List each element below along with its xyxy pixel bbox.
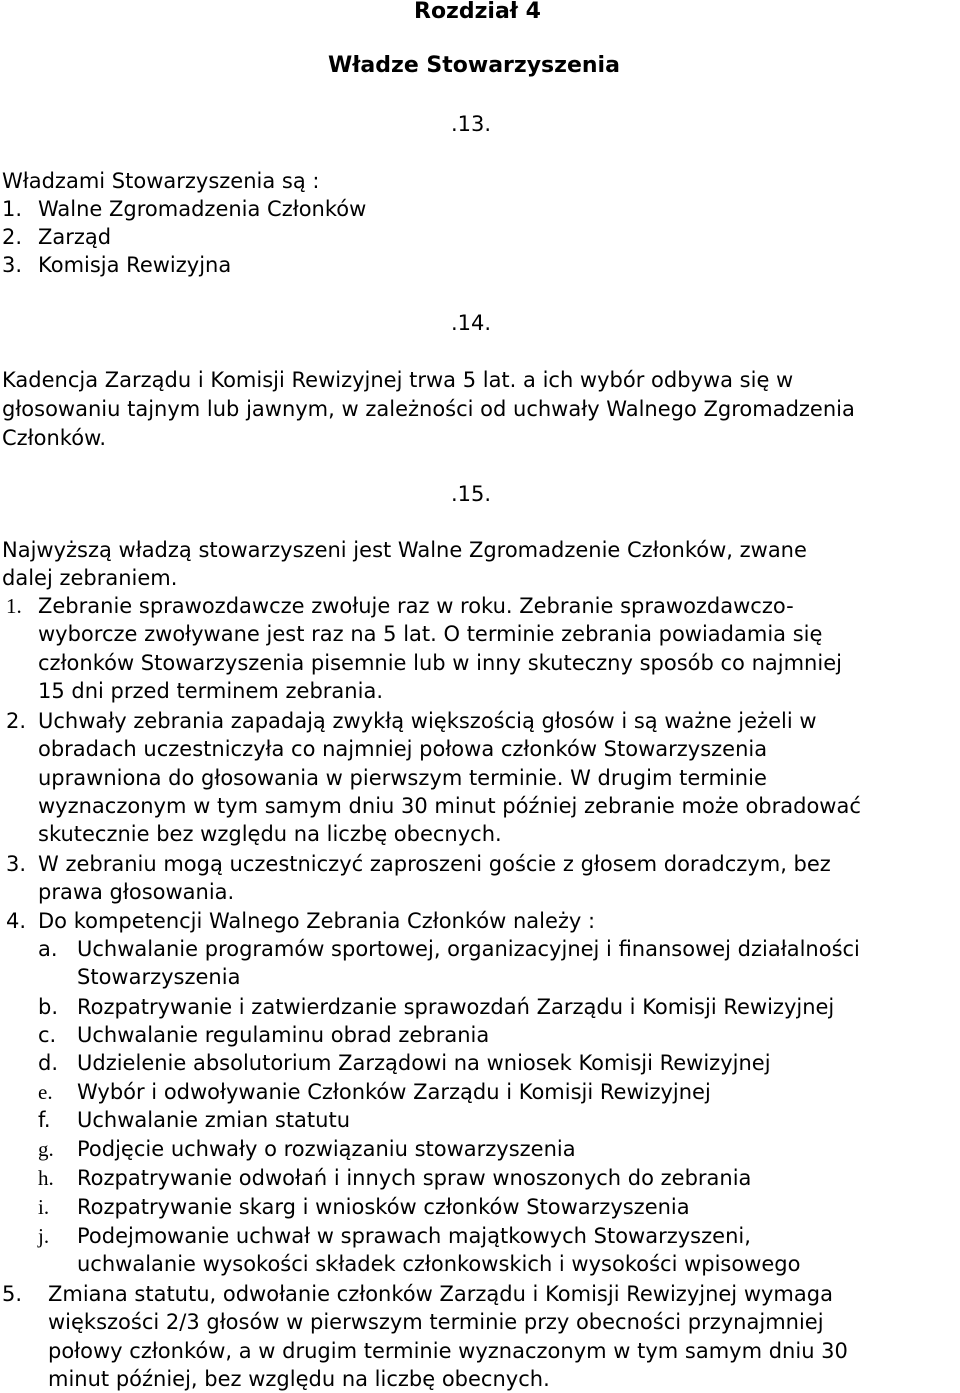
paragraph-line: większości 2/3 głosów w pierwszym terminie przy obecności przynajmniej	[48, 1310, 824, 1334]
point-number: 4.	[6, 909, 27, 933]
subitem-line: Rozpatrywanie odwołań i innych spraw wnoszonych do zebrania	[77, 1166, 752, 1190]
section-14-heading: .14.	[451, 311, 492, 335]
point-number: 2.	[6, 709, 27, 733]
point-number: 3.	[6, 852, 27, 876]
paragraph-line: Zebranie sprawozdawcze zwołuje raz w roku. Zebranie sprawozdawczo-	[38, 594, 794, 618]
subitem-letter: f.	[38, 1108, 51, 1132]
paragraph-line: Uchwały zebrania zapadają zwykłą większością głosów i są ważne jeżeli w	[38, 709, 817, 733]
paragraph-line: skutecznie bez względu na liczbę obecnych.	[38, 822, 502, 846]
chapter-title: Rozdział 4	[414, 0, 541, 24]
subitem-line: Podejmowanie uchwał w sprawach majątkowych Stowarzyszeni,	[77, 1224, 751, 1248]
point-number: 5.	[2, 1282, 23, 1306]
paragraph-line: Kadencja Zarządu i Komisji Rewizyjnej trwa 5 lat. a ich wybór odbywa się w	[2, 368, 794, 392]
paragraph-line: W zebraniu mogą uczestniczyć zaproszeni goście z głosem doradczym, bez	[38, 852, 831, 876]
subitem-line: Uchwalanie regulaminu obrad zebrania	[77, 1023, 490, 1047]
subitem-line: Udzielenie absolutorium Zarządowi na wniosek Komisji Rewizyjnej	[77, 1051, 771, 1075]
paragraph-line: wyborcze zwoływane jest raz na 5 lat. O terminie zebrania powiadamia się	[38, 622, 823, 646]
paragraph-line: wyznaczonym w tym samym dniu 30 minut później zebranie może obradować	[38, 794, 861, 818]
subitem-letter: b.	[38, 995, 59, 1019]
subitem-line: Uchwalanie programów sportowej, organizacyjnej i finansowej działalności	[77, 937, 860, 961]
subitem-line: Wybór i odwoływanie Członków Zarządu i Komisji Rewizyjnej	[77, 1080, 711, 1104]
list-number: 3.	[2, 253, 23, 277]
paragraph-line: Zmiana statutu, odwołanie członków Zarządu i Komisji Rewizyjnej wymaga	[48, 1282, 833, 1306]
list-item: Komisja Rewizyjna	[38, 253, 232, 277]
paragraph-line: Członków.	[2, 426, 106, 450]
list-item: Zarząd	[38, 225, 112, 249]
subitem-letter: g.	[38, 1137, 54, 1161]
subitem-line: Podjęcie uchwały o rozwiązaniu stowarzyszenia	[77, 1137, 576, 1161]
paragraph-line: minut później, bez względu na liczbę obecnych.	[48, 1367, 550, 1391]
subitem-letter: d.	[38, 1051, 59, 1075]
paragraph-line: dalej zebraniem.	[2, 566, 178, 590]
section-15-heading: .15.	[451, 482, 492, 506]
paragraph-line: prawa głosowania.	[38, 880, 235, 904]
list-number: 1.	[2, 197, 23, 221]
paragraph-line: Najwyższą władzą stowarzyszeni jest Walne Zgromadzenie Członków, zwane	[2, 538, 807, 562]
point-number: 1.	[6, 594, 22, 618]
paragraph-line: obradach uczestniczyła co najmniej połowa członków Stowarzyszenia	[38, 737, 768, 761]
paragraph-line: 15 dni przed terminem zebrania.	[38, 679, 383, 703]
list-number: 2.	[2, 225, 23, 249]
subitem-letter: c.	[38, 1023, 57, 1047]
chapter-subtitle: Władze Stowarzyszenia	[328, 53, 620, 78]
subitem-line: uchwalanie wysokości składek członkowskich i wysokości wpisowego	[77, 1252, 801, 1276]
subitem-letter: e.	[38, 1080, 53, 1104]
list-item: Walne Zgromadzenia Członków	[38, 197, 367, 221]
subitem-line: Stowarzyszenia	[77, 965, 241, 989]
section-13-intro: Władzami Stowarzyszenia są :	[2, 169, 320, 193]
subitem-line: Rozpatrywanie skarg i wniosków członków Stowarzyszenia	[77, 1195, 690, 1219]
paragraph-line: głosowaniu tajnym lub jawnym, w zależności od uchwały Walnego Zgromadzenia	[2, 397, 855, 421]
paragraph-line: Do kompetencji Walnego Zebrania Członków należy :	[38, 909, 596, 933]
subitem-letter: a.	[38, 937, 58, 961]
subitem-line: Rozpatrywanie i zatwierdzanie sprawozdań Zarządu i Komisji Rewizyjnej	[77, 995, 835, 1019]
paragraph-line: połowy członków, a w drugim terminie wyznaczonym w tym samym dniu 30	[48, 1339, 848, 1363]
paragraph-line: uprawniona do głosowania w pierwszym terminie. W drugim terminie	[38, 766, 767, 790]
paragraph-line: członków Stowarzyszenia pisemnie lub w inny skuteczny sposób co najmniej	[38, 651, 842, 675]
section-13-heading: .13.	[451, 112, 492, 136]
subitem-letter: h.	[38, 1166, 54, 1190]
subitem-letter: j.	[38, 1224, 50, 1248]
subitem-line: Uchwalanie zmian statutu	[77, 1108, 351, 1132]
subitem-letter: i.	[38, 1195, 50, 1219]
